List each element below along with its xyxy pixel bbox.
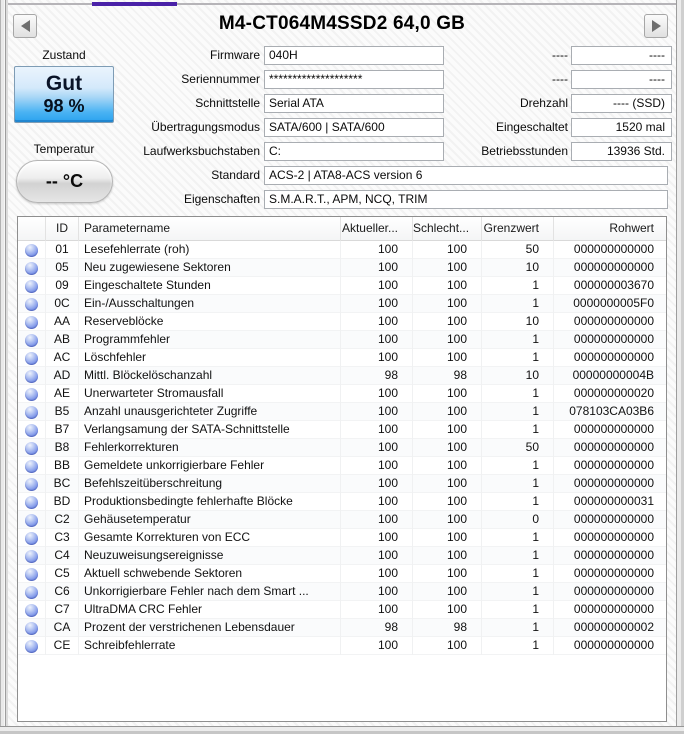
health-orb-icon — [25, 370, 38, 383]
status-cell — [18, 349, 46, 367]
param-id: AD — [46, 367, 79, 385]
status-cell — [18, 295, 46, 313]
param-worst: 100 — [413, 403, 482, 421]
status-cell — [18, 565, 46, 583]
param-threshold: 1 — [482, 331, 554, 349]
interface-value[interactable]: Serial ATA — [264, 94, 444, 113]
param-worst: 100 — [413, 475, 482, 493]
param-current: 100 — [341, 493, 413, 511]
col-header-parameter-name[interactable]: Parametername — [79, 217, 341, 241]
param-threshold: 1 — [482, 529, 554, 547]
table-row[interactable] — [18, 601, 666, 619]
status-cell — [18, 493, 46, 511]
smart-table-header — [18, 217, 666, 241]
status-cell — [18, 637, 46, 655]
health-orb-icon — [25, 640, 38, 653]
param-worst: 100 — [413, 331, 482, 349]
health-orb-icon — [25, 586, 38, 599]
status-cell — [18, 619, 46, 637]
param-name: Fehlerkorrekturen — [79, 439, 341, 457]
window-frame-bottom — [0, 726, 684, 734]
param-worst: 100 — [413, 385, 482, 403]
health-orb-icon — [25, 604, 38, 617]
table-row[interactable] — [18, 439, 666, 457]
param-threshold: 10 — [482, 367, 554, 385]
param-threshold: 1 — [482, 295, 554, 313]
unused-field-1-value[interactable]: ---- — [571, 46, 672, 65]
param-raw: 00000000004B — [572, 368, 654, 382]
param-current: 100 — [341, 295, 413, 313]
param-current: 100 — [341, 601, 413, 619]
power-on-hours-value[interactable]: 13936 Std. — [571, 142, 672, 161]
param-id: CE — [46, 637, 79, 655]
col-header-status[interactable] — [18, 217, 46, 241]
health-orb-icon — [25, 316, 38, 329]
health-orb-icon — [25, 514, 38, 527]
param-worst: 100 — [413, 493, 482, 511]
health-orb-icon — [25, 532, 38, 545]
param-id: AA — [46, 313, 79, 331]
param-threshold: 0 — [482, 511, 554, 529]
health-orb-icon — [25, 424, 38, 437]
firmware-value[interactable]: 040H — [264, 46, 444, 65]
param-current: 100 — [341, 349, 413, 367]
param-raw: 000000000000 — [573, 512, 654, 526]
table-row[interactable] — [18, 367, 666, 385]
temperature-value: -- °C — [45, 171, 84, 191]
table-row[interactable] — [18, 295, 666, 313]
param-worst: 100 — [413, 547, 482, 565]
table-row[interactable] — [18, 493, 666, 511]
param-id: C4 — [46, 547, 79, 565]
param-raw: 000000003670 — [573, 278, 654, 292]
table-row[interactable] — [18, 313, 666, 331]
param-threshold: 50 — [482, 439, 554, 457]
table-row[interactable] — [18, 421, 666, 439]
param-raw: 000000000000 — [573, 602, 654, 616]
status-cell — [18, 277, 46, 295]
param-id: C2 — [46, 511, 79, 529]
param-worst: 100 — [413, 529, 482, 547]
param-threshold: 10 — [482, 313, 554, 331]
param-name: Verlangsamung der SATA-Schnittstelle — [79, 421, 341, 439]
status-cell — [18, 439, 46, 457]
health-orb-icon — [25, 622, 38, 635]
param-threshold: 1 — [482, 601, 554, 619]
left-arrow-icon — [21, 20, 30, 32]
next-drive-button[interactable] — [644, 14, 668, 38]
param-id: B5 — [46, 403, 79, 421]
param-current: 100 — [341, 385, 413, 403]
right-arrow-icon — [652, 20, 661, 32]
unused-field-1-label: ---- — [552, 48, 568, 62]
transfer-mode-label: Übertragungsmodus — [151, 120, 260, 134]
param-name: Gemeldete unkorrigierbare Fehler — [79, 457, 341, 475]
param-id: 01 — [46, 241, 79, 259]
param-threshold: 1 — [482, 475, 554, 493]
param-name: UltraDMA CRC Fehler — [79, 601, 341, 619]
param-threshold: 1 — [482, 349, 554, 367]
param-raw: 000000000000 — [573, 422, 654, 436]
param-name: Ein-/Ausschaltungen — [79, 295, 341, 313]
window-frame-right — [676, 0, 684, 734]
power-on-count-value[interactable]: 1520 mal — [571, 118, 672, 137]
param-raw: 0000000005F0 — [573, 296, 654, 310]
table-row[interactable] — [18, 547, 666, 565]
param-name: Lesefehlerrate (roh) — [79, 241, 341, 259]
param-current: 100 — [341, 259, 413, 277]
param-threshold: 1 — [482, 457, 554, 475]
param-id: B8 — [46, 439, 79, 457]
param-id: C7 — [46, 601, 79, 619]
health-orb-icon — [25, 334, 38, 347]
health-orb-icon — [25, 568, 38, 581]
param-raw: 000000000000 — [573, 350, 654, 364]
table-row[interactable] — [18, 529, 666, 547]
param-current: 100 — [341, 403, 413, 421]
param-worst: 100 — [413, 565, 482, 583]
unused-field-2-label: ---- — [552, 72, 568, 86]
col-header-threshold[interactable]: Grenzwert — [482, 217, 554, 241]
param-threshold: 1 — [482, 421, 554, 439]
health-orb-icon — [25, 352, 38, 365]
table-row[interactable] — [18, 277, 666, 295]
health-orb-icon — [25, 388, 38, 401]
param-threshold: 50 — [482, 241, 554, 259]
param-id: B7 — [46, 421, 79, 439]
param-name: Eingeschaltete Stunden — [79, 277, 341, 295]
rotation-rate-label: Drehzahl — [519, 96, 568, 110]
health-orb-icon — [25, 298, 38, 311]
param-raw: 000000000000 — [573, 332, 654, 346]
param-threshold: 1 — [482, 565, 554, 583]
smart-table-body — [18, 241, 666, 655]
power-on-count-label: Eingeschaltet — [495, 120, 568, 134]
param-raw: 000000000000 — [573, 566, 654, 580]
param-worst: 100 — [413, 637, 482, 655]
param-name: Programmfehler — [79, 331, 341, 349]
status-cell — [18, 259, 46, 277]
param-name: Produktionsbedingte fehlerhafte Blöcke — [79, 493, 341, 511]
param-name: Reserveblöcke — [79, 313, 341, 331]
param-current: 100 — [341, 511, 413, 529]
param-id: CA — [46, 619, 79, 637]
param-current: 100 — [341, 637, 413, 655]
param-id: 05 — [46, 259, 79, 277]
standard-label: Standard — [211, 168, 260, 182]
table-row[interactable] — [18, 475, 666, 493]
param-worst: 100 — [413, 277, 482, 295]
param-threshold: 1 — [482, 637, 554, 655]
health-percent-text: 98 % — [43, 96, 85, 117]
status-cell — [18, 313, 46, 331]
param-current: 100 — [341, 439, 413, 457]
param-name: Unerwarteter Stromausfall — [79, 385, 341, 403]
health-orb-icon — [25, 244, 38, 257]
features-value[interactable]: S.M.A.R.T., APM, NCQ, TRIM — [264, 190, 668, 209]
param-id: BB — [46, 457, 79, 475]
table-row[interactable] — [18, 331, 666, 349]
param-id: AE — [46, 385, 79, 403]
table-row[interactable] — [18, 619, 666, 637]
param-worst: 100 — [413, 421, 482, 439]
param-current: 100 — [341, 421, 413, 439]
param-threshold: 1 — [482, 385, 554, 403]
serial-number-label: Seriennummer — [181, 72, 260, 86]
col-header-raw-value[interactable]: Rohwert — [609, 221, 654, 235]
health-orb-icon — [25, 550, 38, 563]
param-name: Aktuell schwebende Sektoren — [79, 565, 341, 583]
firmware-label: Firmware — [210, 48, 260, 62]
health-orb-icon — [25, 442, 38, 455]
param-name: Neuzuweisungsereignisse — [79, 547, 341, 565]
param-raw: 000000000000 — [573, 548, 654, 562]
param-name: Neu zugewiesene Sektoren — [79, 259, 341, 277]
param-worst: 100 — [413, 439, 482, 457]
param-worst: 100 — [413, 259, 482, 277]
interface-label: Schnittstelle — [195, 96, 260, 110]
status-cell — [18, 421, 46, 439]
param-current: 100 — [341, 277, 413, 295]
param-name: Befehlszeitüberschreitung — [79, 475, 341, 493]
health-orb-icon — [25, 478, 38, 491]
drive-title: M4-CT064M4SSD2 64,0 GB — [218, 13, 466, 34]
window-frame-left — [0, 0, 8, 734]
param-id: BD — [46, 493, 79, 511]
drive-letter-label: Laufwerksbuchstaben — [143, 144, 260, 158]
status-cell — [18, 583, 46, 601]
param-current: 100 — [341, 475, 413, 493]
param-name: Anzahl unausgerichteter Zugriffe — [79, 403, 341, 421]
drive-letter-value[interactable]: C: — [264, 142, 444, 161]
health-orb-icon — [25, 280, 38, 293]
param-id: AB — [46, 331, 79, 349]
health-orb-icon — [25, 460, 38, 473]
param-raw: 000000000000 — [573, 440, 654, 454]
previous-drive-button[interactable] — [13, 14, 37, 38]
param-name: Schreibfehlerrate — [79, 637, 341, 655]
col-header-worst[interactable]: Schlecht... — [413, 217, 482, 241]
param-threshold: 1 — [482, 493, 554, 511]
features-label: Eigenschaften — [183, 192, 260, 206]
unused-field-2-value[interactable]: ---- — [571, 70, 672, 89]
param-raw: 000000000000 — [573, 458, 654, 472]
param-current: 98 — [341, 619, 413, 637]
status-cell — [18, 601, 46, 619]
param-id: 09 — [46, 277, 79, 295]
table-row[interactable] — [18, 259, 666, 277]
status-cell — [18, 547, 46, 565]
param-worst: 100 — [413, 349, 482, 367]
status-cell — [18, 367, 46, 385]
param-raw: 000000000000 — [573, 530, 654, 544]
serial-number-value[interactable]: ******************** — [264, 70, 444, 89]
param-current: 100 — [341, 565, 413, 583]
param-id: BC — [46, 475, 79, 493]
status-cell — [18, 511, 46, 529]
param-raw: 000000000000 — [573, 584, 654, 598]
param-raw: 000000000000 — [573, 260, 654, 274]
temperature-label: Temperatur — [33, 142, 95, 156]
param-worst: 98 — [413, 367, 482, 385]
table-row[interactable] — [18, 403, 666, 421]
param-id: C6 — [46, 583, 79, 601]
health-status-text: Gut — [45, 72, 83, 96]
param-current: 100 — [341, 529, 413, 547]
status-cell — [18, 331, 46, 349]
param-id: C5 — [46, 565, 79, 583]
status-cell — [18, 529, 46, 547]
col-header-id[interactable]: ID — [46, 217, 79, 241]
param-threshold: 10 — [482, 259, 554, 277]
standard-value[interactable]: ACS-2 | ATA8-ACS version 6 — [264, 166, 668, 185]
param-worst: 100 — [413, 457, 482, 475]
param-id: 0C — [46, 295, 79, 313]
status-cell — [18, 241, 46, 259]
param-name: Löschfehler — [79, 349, 341, 367]
param-worst: 100 — [413, 511, 482, 529]
param-worst: 100 — [413, 241, 482, 259]
table-row[interactable] — [18, 583, 666, 601]
param-raw: 000000000031 — [573, 494, 654, 508]
param-raw: 000000000002 — [573, 620, 654, 634]
param-threshold: 1 — [482, 277, 554, 295]
param-worst: 100 — [413, 313, 482, 331]
param-current: 100 — [341, 547, 413, 565]
param-current: 100 — [341, 583, 413, 601]
status-cell — [18, 385, 46, 403]
table-row[interactable] — [18, 637, 666, 655]
param-current: 100 — [341, 457, 413, 475]
param-current: 100 — [341, 241, 413, 259]
param-id: C3 — [46, 529, 79, 547]
param-current: 100 — [341, 313, 413, 331]
param-name: Gesamte Korrekturen von ECC — [79, 529, 341, 547]
col-header-current[interactable]: Aktueller... — [341, 217, 413, 241]
power-on-hours-label: Betriebsstunden — [481, 144, 568, 158]
table-row[interactable] — [18, 349, 666, 367]
param-threshold: 1 — [482, 547, 554, 565]
param-raw: 000000000000 — [573, 476, 654, 490]
param-threshold: 1 — [482, 619, 554, 637]
param-raw: 000000000000 — [573, 242, 654, 256]
param-worst: 100 — [413, 583, 482, 601]
param-raw: 078103CA03B6 — [569, 404, 654, 418]
status-cell — [18, 475, 46, 493]
health-label: Zustand — [42, 48, 86, 62]
param-worst: 98 — [413, 619, 482, 637]
table-row[interactable] — [18, 565, 666, 583]
param-current: 100 — [341, 331, 413, 349]
param-name: Unkorrigierbare Fehler nach dem Smart ... — [79, 583, 341, 601]
table-row[interactable] — [18, 511, 666, 529]
health-orb-icon — [25, 496, 38, 509]
smart-attribute-table — [17, 216, 667, 722]
table-row[interactable] — [18, 385, 666, 403]
table-row[interactable] — [18, 241, 666, 259]
param-current: 98 — [341, 367, 413, 385]
health-orb-icon — [25, 406, 38, 419]
param-threshold: 1 — [482, 583, 554, 601]
status-cell — [18, 457, 46, 475]
param-id: AC — [46, 349, 79, 367]
titlebar-accent-purple — [92, 2, 177, 6]
param-worst: 100 — [413, 295, 482, 313]
transfer-mode-value[interactable]: SATA/600 | SATA/600 — [264, 118, 444, 137]
status-cell — [18, 403, 46, 421]
param-worst: 100 — [413, 601, 482, 619]
param-name: Gehäusetemperatur — [79, 511, 341, 529]
table-row[interactable] — [18, 457, 666, 475]
param-name: Mittl. Blöckelöschanzahl — [79, 367, 341, 385]
rotation-rate-value[interactable]: ---- (SSD) — [571, 94, 672, 113]
param-raw: 000000000000 — [573, 314, 654, 328]
health-orb-icon — [25, 262, 38, 275]
param-threshold: 1 — [482, 403, 554, 421]
param-raw: 000000000000 — [573, 638, 654, 652]
param-raw: 000000000020 — [573, 386, 654, 400]
param-name: Prozent der verstrichenen Lebensdauer — [79, 619, 341, 637]
